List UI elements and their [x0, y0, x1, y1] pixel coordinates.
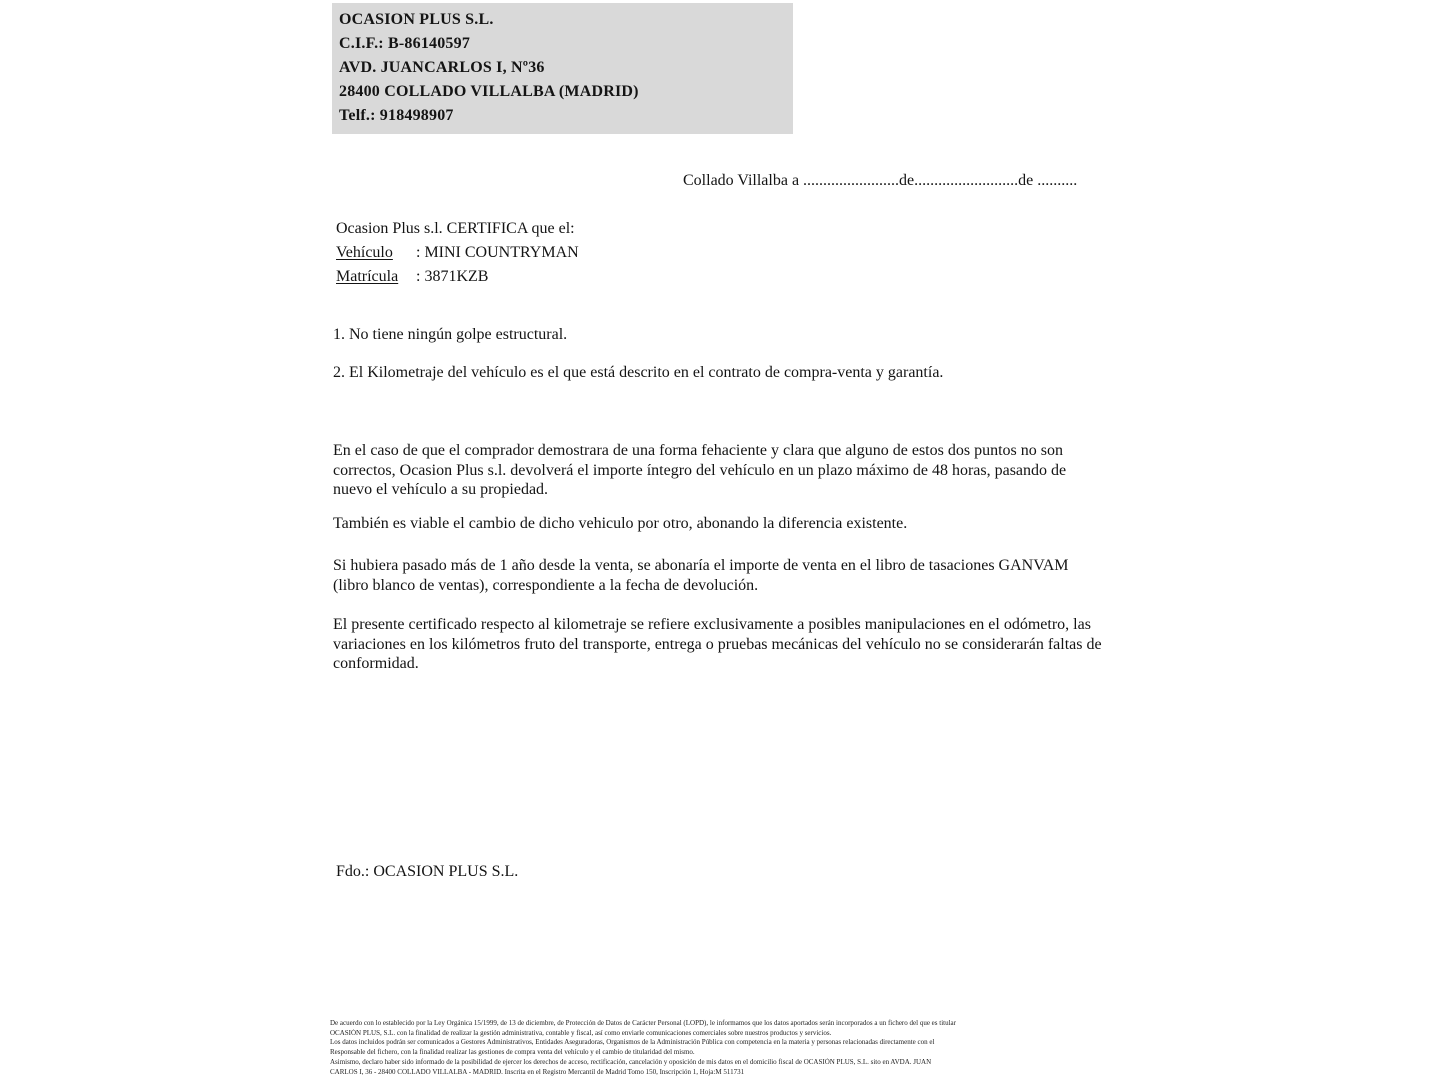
- vehicle-value: : MINI COUNTRYMAN: [416, 244, 579, 261]
- condition-point-1: 1. No tiene ningún golpe estructural.: [333, 326, 568, 343]
- company-city: 28400 COLLADO VILLALBA (MADRID): [339, 83, 639, 100]
- signature-line: Fdo.: OCASION PLUS S.L.: [336, 863, 519, 880]
- company-address: AVD. JUANCARLOS I, Nº36: [339, 59, 545, 76]
- legal-line: CARLOS I, 36 - 28400 COLLADO VILLALBA - MADRID. Inscrita en el Registro Mercantil de Madrid Tomo 150, Inscripción 1, Hoja:M 511731: [330, 1067, 745, 1076]
- legal-line: Responsable del fichero, con la finalidad realizar las gestiones de compra venta del vehículo y el cambio de titularidad del mismo.: [330, 1048, 695, 1057]
- paragraph-refund-terms: En el caso de que el comprador demostrara de una forma fehaciente y clara que alguno de estos dos puntos no son correctos, Ocasion Plus s.l. devolverá el importe íntegro del vehículo en un plazo máximo de 48 horas, pasando de nuevo el vehículo a su propiedad.: [333, 442, 1067, 498]
- plate-label: Matrícula: [336, 268, 399, 285]
- company-phone: Telf.: 918498907: [339, 107, 454, 124]
- legal-line: Asimismo, declaro haber sido informado de la posibilidad de ejercer los derechos de acceso, rectificación, cancelación y oposición de mis datos en el domicilio fiscal de OCASIÓN PLUS, S.L. sito en AVDA. JUAN: [330, 1057, 932, 1066]
- paragraph-exchange-option: También es viable el cambio de dicho vehiculo por otro, abonando la diferencia existente.: [333, 515, 908, 532]
- company-header-box: [332, 3, 793, 134]
- date-line: Collado Villalba a ........................de..........................de ..........: [683, 172, 1078, 189]
- certificate-block: [336, 217, 579, 289]
- paragraph-odometer-clause: El presente certificado respecto al kilometraje se refiere exclusivamente a posibles manipulaciones en el odómetro, las variaciones en los kilómetros fruto del transporte, entrega o pruebas mecánicas del vehículo no se considerarán faltas de conformidad.: [333, 616, 1102, 672]
- vehicle-field: [336, 241, 579, 265]
- legal-line: Los datos incluidos podrán ser comunicados a Gestores Administrativos, Entidades Aseguradoras, Organismos de la Administración Pública con competencia en la materia y personas relacionadas directamente con el: [330, 1038, 935, 1047]
- certificate-intro: Ocasion Plus s.l. CERTIFICA que el:: [336, 220, 575, 237]
- condition-point-2: 2. El Kilometraje del vehículo es el que está descrito en el contrato de compra-venta y garantía.: [333, 364, 944, 381]
- paragraph-one-year-clause: Si hubiera pasado más de 1 año desde la venta, se abonaría el importe de venta en el libro de tasaciones GANVAM (libro blanco de ventas), correspondiente a la fecha de devolución.: [333, 557, 1069, 594]
- company-cif: C.I.F.: B-86140597: [339, 35, 471, 52]
- plate-field: [336, 265, 579, 289]
- plate-value: : 3871KZB: [416, 268, 489, 285]
- legal-footer: [330, 1019, 1110, 1077]
- company-name: OCASION PLUS S.L.: [339, 11, 494, 28]
- vehicle-label: Vehículo: [336, 244, 393, 261]
- legal-line: OCASIÓN PLUS, S.L. con la finalidad de realizar la gestión administrativa, contable y fiscal, así como enviarle comunicaciones comerciales sobre nuestros productos y servicios.: [330, 1028, 832, 1037]
- legal-line: De acuerdo con lo establecido por la Ley Orgánica 15/1999, de 13 de diciembre, de Protección de Datos de Carácter Personal (LOPD), le informamos que los datos aportados serán incorporados a un fichero del que es titular: [330, 1019, 956, 1027]
